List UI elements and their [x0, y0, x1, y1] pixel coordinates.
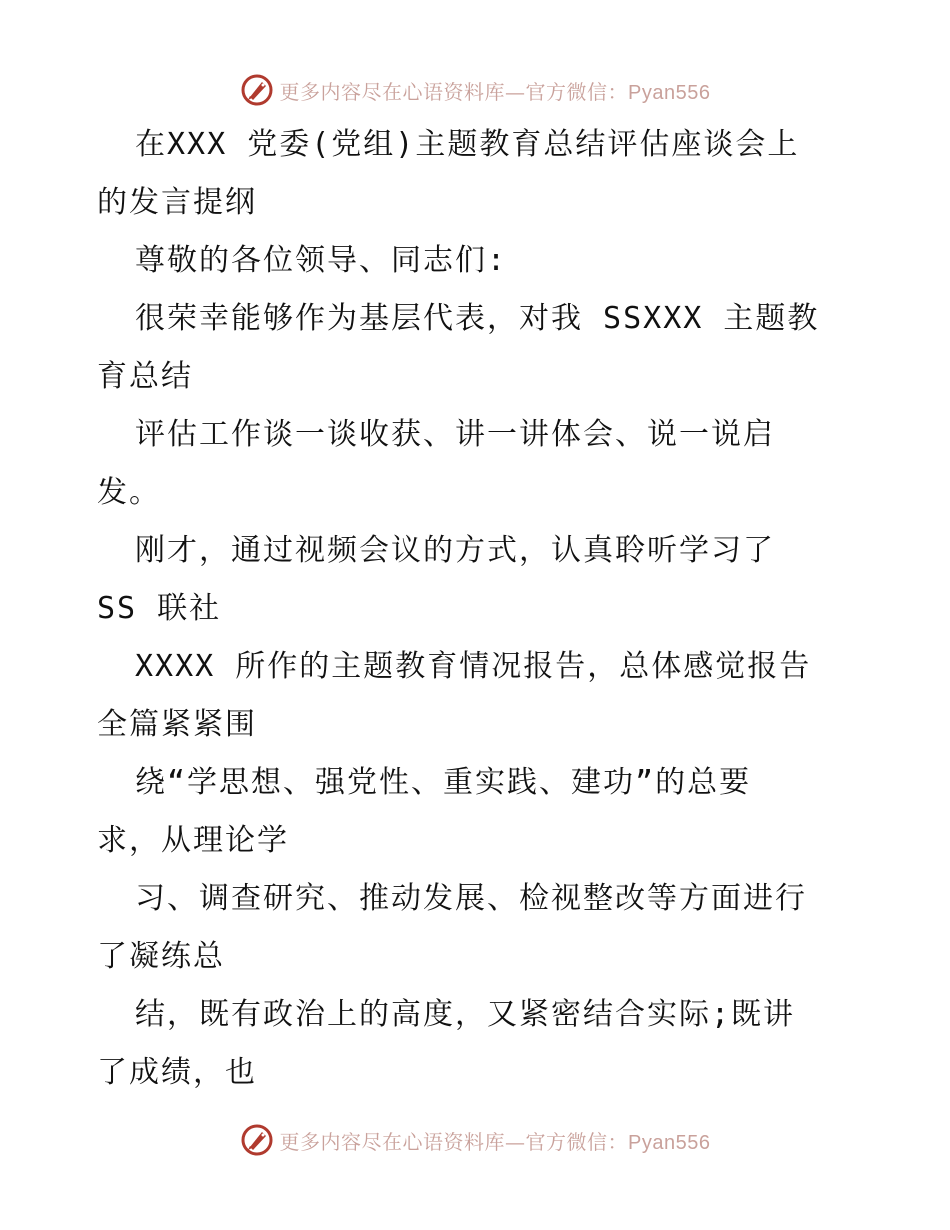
header-wechat-id: Pyan556	[628, 81, 711, 104]
paragraph-line: 评估工作谈一谈收获、讲一讲体会、说一说启	[135, 417, 775, 452]
title-line-2: 的发言提纲	[97, 185, 257, 220]
paragraph-line: 求，从理论学	[97, 823, 289, 858]
title-line-1: 在XXX 党委(党组)主题教育总结评估座谈会上	[135, 127, 800, 162]
paragraph-line: 很荣幸能够作为基层代表，对我 SSXXX 主题教	[135, 301, 820, 336]
salutation: 尊敬的各位领导、同志们:	[135, 243, 508, 278]
paragraph-line: 全篇紧紧围	[97, 707, 257, 742]
pen-logo-icon	[240, 1123, 274, 1157]
header-watermark-text	[280, 76, 711, 105]
paragraph-line: 了成绩，也	[97, 1055, 257, 1090]
footer-watermark-text	[280, 1126, 711, 1155]
footer-official: 官方微信：	[525, 1129, 629, 1154]
header-watermark	[0, 70, 950, 110]
paragraph-line: 发。	[97, 475, 161, 510]
paragraph-line: 刚才，通过视频会议的方式，认真聆听学习了	[135, 533, 775, 568]
header-brand: 更多内容尽在心语资料库	[279, 79, 506, 104]
footer-watermark	[0, 1120, 950, 1160]
footer-separator: —	[505, 1129, 526, 1154]
header-separator: —	[505, 79, 526, 104]
header-official: 官方微信：	[525, 79, 629, 104]
paragraph-line: 习、调查研究、推动发展、检视整改等方面进行	[135, 881, 807, 916]
paragraph-line: 了凝练总	[97, 939, 225, 974]
paragraph-line: 绕“学思想、强党性、重实践、建功”的总要	[135, 765, 752, 800]
paragraph-line: XXXX 所作的主题教育情况报告，总体感觉报告	[135, 649, 812, 684]
pen-logo-icon	[240, 73, 274, 107]
footer-brand: 更多内容尽在心语资料库	[279, 1129, 506, 1154]
paragraph-line: SS 联社	[97, 591, 222, 626]
paragraph-line: 结，既有政治上的高度，又紧密结合实际;既讲	[135, 997, 796, 1032]
paragraph-line: 育总结	[97, 359, 193, 394]
footer-wechat-id: Pyan556	[628, 1131, 711, 1154]
